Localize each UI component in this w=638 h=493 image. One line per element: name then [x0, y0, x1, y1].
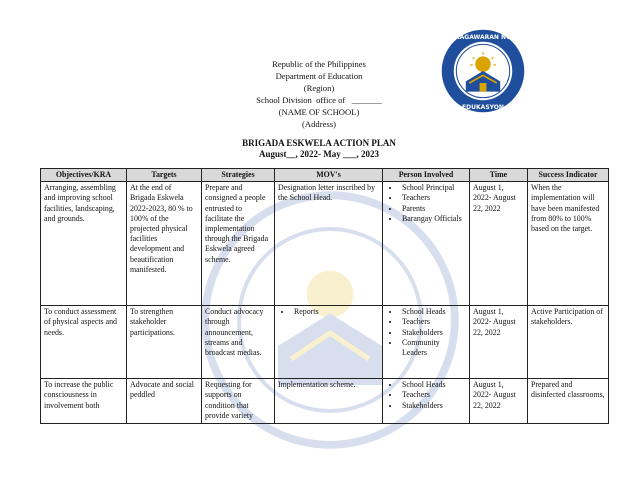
letterhead-division: School Division office of _______ — [256, 95, 382, 105]
cell-strategy: Conduct advocacy through announcement, streams and broadcast medias. — [202, 306, 275, 379]
cell-time: August 1, 2022- August 22, 2022 — [470, 306, 528, 379]
document-title: BRIGADA ESKWELA ACTION PLAN — [242, 138, 396, 148]
letterhead-country: Republic of the Philippines — [272, 59, 366, 69]
col-header-objectives: Objectives/KRA — [41, 169, 127, 182]
col-header-strategies: Strategies — [202, 169, 275, 182]
cell-mov — [275, 306, 383, 379]
cell-objective: Arranging, assembling and improving school facilities, landscaping, and grounds. — [41, 182, 127, 306]
col-header-persons: Person Involved — [383, 169, 470, 182]
svg-text:KAGAWARAN NG: KAGAWARAN NG — [454, 34, 512, 42]
cell-strategy: Requesting for supports on condition that provide variety — [202, 379, 275, 424]
list-item: • Reports — [292, 307, 379, 317]
cell-time: August 1, 2022- August 22, 2022 — [470, 379, 528, 424]
table-row — [41, 306, 609, 379]
list-item: • School Heads — [400, 307, 466, 317]
list-item: • School Principal — [400, 183, 466, 193]
cell-mov: Designation letter inscribed by the School Head. — [275, 182, 383, 306]
col-header-success-indicator: Success Indicator — [528, 169, 609, 182]
cell-indicator: Active Participation of stakeholders. — [528, 306, 609, 379]
table-row — [41, 182, 609, 306]
cell-objective: To increase the public consciousness in involvement both — [41, 379, 127, 424]
list-item: • Teachers — [400, 390, 466, 400]
cell-strategy: Prepare and consigned a people entrusted to facilitate the implementation through the Brigada Eskwela agreed scheme. — [202, 182, 275, 306]
action-plan-table — [40, 168, 609, 424]
list-item: • School Heads — [400, 380, 466, 390]
col-header-targets: Targets — [127, 169, 202, 182]
cell-target: At the end of Brigada Eskwela 2022-2023, 80 % to 100% of the projected physical facilities development and beautification manifested. — [127, 182, 202, 306]
letterhead-region: (Region) — [303, 83, 335, 93]
table-row — [41, 379, 609, 424]
cell-time: August 1, 2022- August 22, 2022 — [470, 182, 528, 306]
list-item: • Parents — [400, 204, 466, 214]
persons-list — [386, 380, 466, 411]
persons-list — [386, 183, 466, 224]
cell-mov: Implementation scheme. — [275, 379, 383, 424]
cell-target: To strengthen stakeholder participations. — [127, 306, 202, 379]
letterhead — [0, 58, 638, 130]
cell-indicator: When the implementation will have been manifested from 80% to 100% based on the target. — [528, 182, 609, 306]
letterhead-department: Department of Education — [275, 71, 363, 81]
cell-persons — [383, 182, 470, 306]
letterhead-school-name: (NAME OF SCHOOL) — [278, 107, 360, 117]
table-header-row — [41, 169, 609, 182]
document-date-range: August__, 2022- May ___, 2023 — [258, 149, 379, 159]
list-item: • Community Leaders — [400, 338, 466, 358]
col-header-time: Time — [470, 169, 528, 182]
cell-objective: To conduct assessment of physical aspects and needs. — [41, 306, 127, 379]
list-item: • Teachers — [400, 317, 466, 327]
list-item: • Stakeholders — [400, 328, 466, 338]
svg-text:EDUKASYON: EDUKASYON — [462, 103, 504, 111]
cell-target: Advocate and social peddled — [127, 379, 202, 424]
col-header-movs: MOV's — [275, 169, 383, 182]
cell-indicator: Prepared and disinfected classrooms, — [528, 379, 609, 424]
list-item: • Stakeholders — [400, 401, 466, 411]
list-item: • Teachers — [400, 193, 466, 203]
letterhead-address: (Address) — [302, 119, 336, 129]
mov-list — [278, 307, 379, 317]
document-title-block — [0, 138, 638, 160]
cell-persons — [383, 306, 470, 379]
list-item: • Barangay Officials — [400, 214, 466, 224]
persons-list — [386, 307, 466, 358]
cell-persons — [383, 379, 470, 424]
